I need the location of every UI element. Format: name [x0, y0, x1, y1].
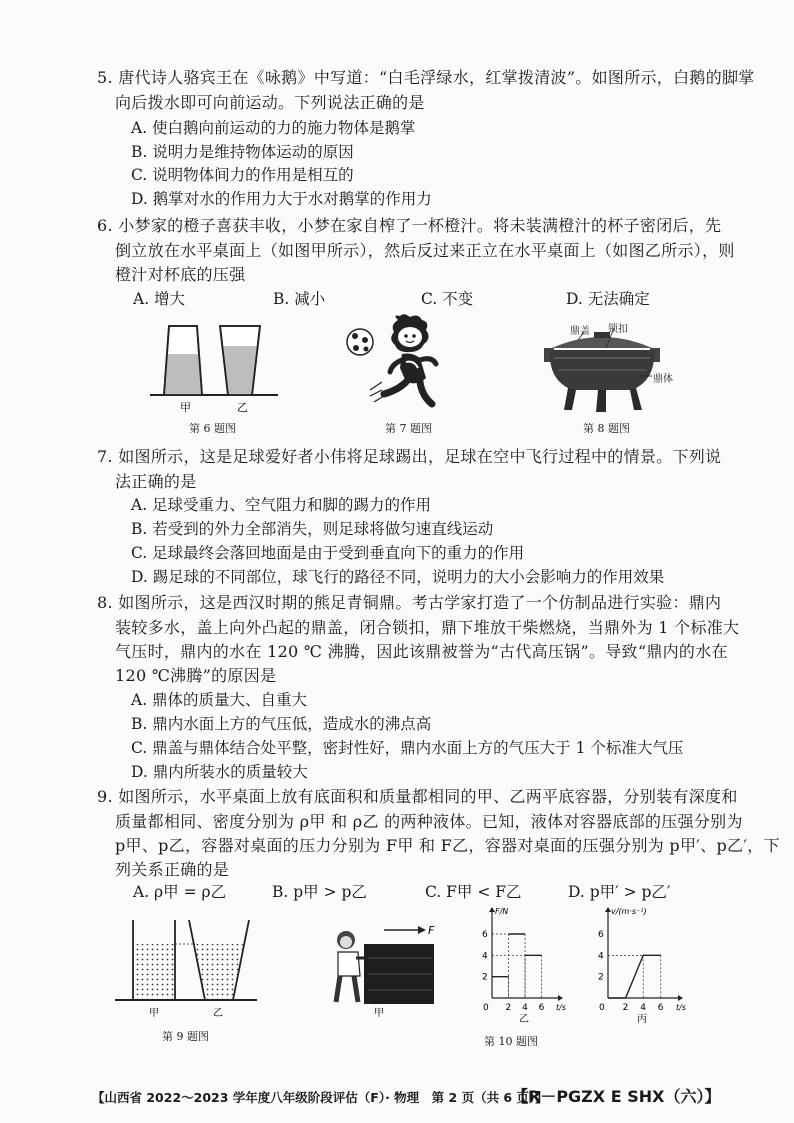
- q5-option-b: B. 说明力是维持物体运动的原因: [131, 143, 354, 161]
- series-line: [608, 955, 661, 998]
- q8-stem-line3: 气压时，鼎内的水在 120 ℃ 沸腾，因此该鼎被誉为“古代高压锅”。导致“鼎内的水在: [115, 642, 728, 661]
- fig6-cups: [150, 318, 280, 418]
- q8-option-a: A. 鼎体的质量大、自重大: [131, 691, 308, 709]
- chart-caption: 乙: [519, 1014, 529, 1025]
- fig8-label-lock: 锁扣: [608, 324, 628, 335]
- y-tick-label: 2: [482, 972, 488, 983]
- chart-force-time: [472, 900, 572, 1030]
- q6-option-d: D. 无法确定: [566, 290, 650, 308]
- q5-option-c: C. 说明物体间力的作用是相互的: [131, 166, 354, 184]
- y-axis-label: F/N: [495, 907, 509, 916]
- q9-stem-line2: 质量都相同、密度分别为 ρ甲 和 ρ乙 的两种液体。已知，液体对容器底部的压强分别为: [115, 812, 743, 831]
- x-tick-label: 0: [599, 1003, 605, 1013]
- q9-option-a: A. ρ甲 = ρ乙: [133, 883, 227, 901]
- x-axis-arrow: [558, 995, 563, 1001]
- fig10-push-box: [328, 918, 448, 1018]
- fig6-caption: 第 6 题图: [189, 422, 236, 435]
- q8-stem-line2: 装较多水，盖上向外凸起的鼎盖，闭合锁扣，鼎下堆放干柴燃烧，当鼎外为 1 个标准大: [115, 618, 740, 637]
- x-tick-label: 2: [505, 1003, 512, 1013]
- fig9-caption: 第 9 题图: [162, 1030, 209, 1043]
- fig8-label-body: 鼎体: [653, 374, 673, 385]
- x-tick-label: 6: [657, 1003, 664, 1013]
- x-tick-label: 2: [622, 1003, 629, 1013]
- q6-option-b: B. 减小: [273, 290, 326, 308]
- q8-stem-line1: 8. 如图所示，这是西汉时期的熊足青铜鼎。考古学家打造了一个仿制品进行实验：鼎内: [97, 593, 722, 612]
- fig6-label-yi: 乙: [237, 401, 248, 414]
- fig8-bronze-ding: [540, 318, 670, 418]
- fig8-caption: 第 8 题图: [583, 422, 630, 435]
- x-tick-label: 4: [522, 1003, 528, 1013]
- q9-option-d: D. p甲′ > p乙′: [568, 883, 671, 901]
- fig8-label-lid: 鼎盖: [570, 326, 590, 337]
- q7-option-a: A. 足球受重力、空气阻力和脚的踢力的作用: [131, 496, 432, 514]
- y-tick-label: 4: [482, 951, 488, 962]
- fig10-force-label: F: [428, 924, 435, 937]
- q9-stem-line1: 9. 如图所示，水平桌面上放有底面积和质量都相同的甲、乙两平底容器，分别装有深度和: [97, 787, 738, 806]
- q6-stem-line1: 6. 小梦家的橙子喜获丰收，小梦在家自榨了一杯橙汁。将未装满橙汁的杯子密闭后，先: [97, 216, 722, 235]
- footer-exam-info: 【山西省 2022～2023 学年度八年级阶段评估（F）· 物理 第 2 页（共 6 页）】: [92, 1090, 548, 1105]
- q8-stem-line4: 120 ℃沸腾”的原因是: [115, 666, 277, 685]
- fig6-label-jia: 甲: [180, 401, 191, 414]
- q7-option-b: B. 若受到的外力全部消失，则足球将做匀速直线运动: [131, 520, 494, 538]
- q8-option-d: D. 鼎内所装水的质量较大: [131, 763, 308, 781]
- fig9-label-yi: 乙: [213, 1008, 223, 1019]
- q6-stem-line2: 倒立放在水平桌面上（如图甲所示），然后反过来正立在水平桌面上（如图乙所示），则: [115, 241, 735, 260]
- q7-stem-line1: 7. 如图所示，这是足球爱好者小伟将足球踢出，足球在空中飞行过程中的情景。下列说: [97, 447, 722, 466]
- x-axis-label: t/s: [556, 1003, 566, 1012]
- x-tick-label: 4: [640, 1003, 646, 1013]
- q7-option-d: D. 踢足球的不同部位，球飞行的路径不同，说明力的大小会影响力的作用效果: [131, 568, 665, 586]
- q9-stem-line3: p甲、p乙，容器对桌面的压力分别为 F甲 和 F乙，容器对桌面的压强分别为 p甲′、p乙′，下: [115, 836, 780, 855]
- q5-option-a: A. 使白鹅向前运动的力的施力物体是鹅掌: [131, 119, 416, 137]
- y-tick-label: 6: [598, 930, 604, 940]
- q5-option-d: D. 鹅掌对水的作用力大于水对鹅掌的作用力: [131, 190, 432, 208]
- q7-stem-line2: 法正确的是: [115, 472, 197, 491]
- q9-option-b: B. p甲 > p乙: [272, 883, 367, 901]
- footer-code: 【R－PGZX E SHX（六）】: [512, 1087, 721, 1106]
- q9-stem-line4: 列关系正确的是: [115, 860, 230, 879]
- q9-option-c: C. F甲 < F乙: [425, 883, 522, 901]
- q7-option-c: C. 足球最终会落回地面是由于受到垂直向下的重力的作用: [131, 544, 525, 562]
- chart-caption: 丙: [637, 1014, 647, 1025]
- q5-stem-line2: 向后拨水即可向前运动。下列说法正确的是: [115, 93, 425, 112]
- q6-option-c: C. 不变: [421, 290, 474, 308]
- fig9-label-jia: 甲: [149, 1008, 159, 1019]
- y-tick-label: 2: [598, 972, 604, 983]
- fig7-caption: 第 7 题图: [385, 422, 432, 435]
- x-axis-arrow: [678, 995, 683, 1001]
- y-axis-label: v/(m·s⁻¹): [611, 907, 647, 916]
- x-axis-label: t/s: [676, 1003, 686, 1012]
- fig10-caption: 第 10 题图: [484, 1035, 538, 1048]
- fig7-soccer-kick: [340, 312, 450, 417]
- q8-option-b: B. 鼎内水面上方的气压低，造成水的沸点高: [131, 715, 432, 733]
- q5-stem-line1: 5. 唐代诗人骆宾王在《咏鹅》中写道：“白毛浮绿水，红掌拨清波”。如图所示，白鹅的脚掌: [97, 68, 755, 87]
- fig10-label-jia: 甲: [374, 1008, 384, 1018]
- fig9-containers: [115, 912, 260, 1024]
- y-tick-label: 6: [482, 930, 488, 940]
- q8-option-c: C. 鼎盖与鼎体结合处平整，密封性好，鼎内水面上方的气压大于 1 个标准大气压: [131, 739, 684, 757]
- q6-option-a: A. 增大: [133, 290, 186, 308]
- x-tick-label: 0: [483, 1003, 489, 1013]
- q6-stem-line3: 橙汁对杯底的压强: [115, 265, 246, 284]
- y-tick-label: 4: [598, 951, 604, 962]
- chart-velocity-time: [586, 900, 696, 1030]
- x-tick-label: 6: [538, 1003, 545, 1013]
